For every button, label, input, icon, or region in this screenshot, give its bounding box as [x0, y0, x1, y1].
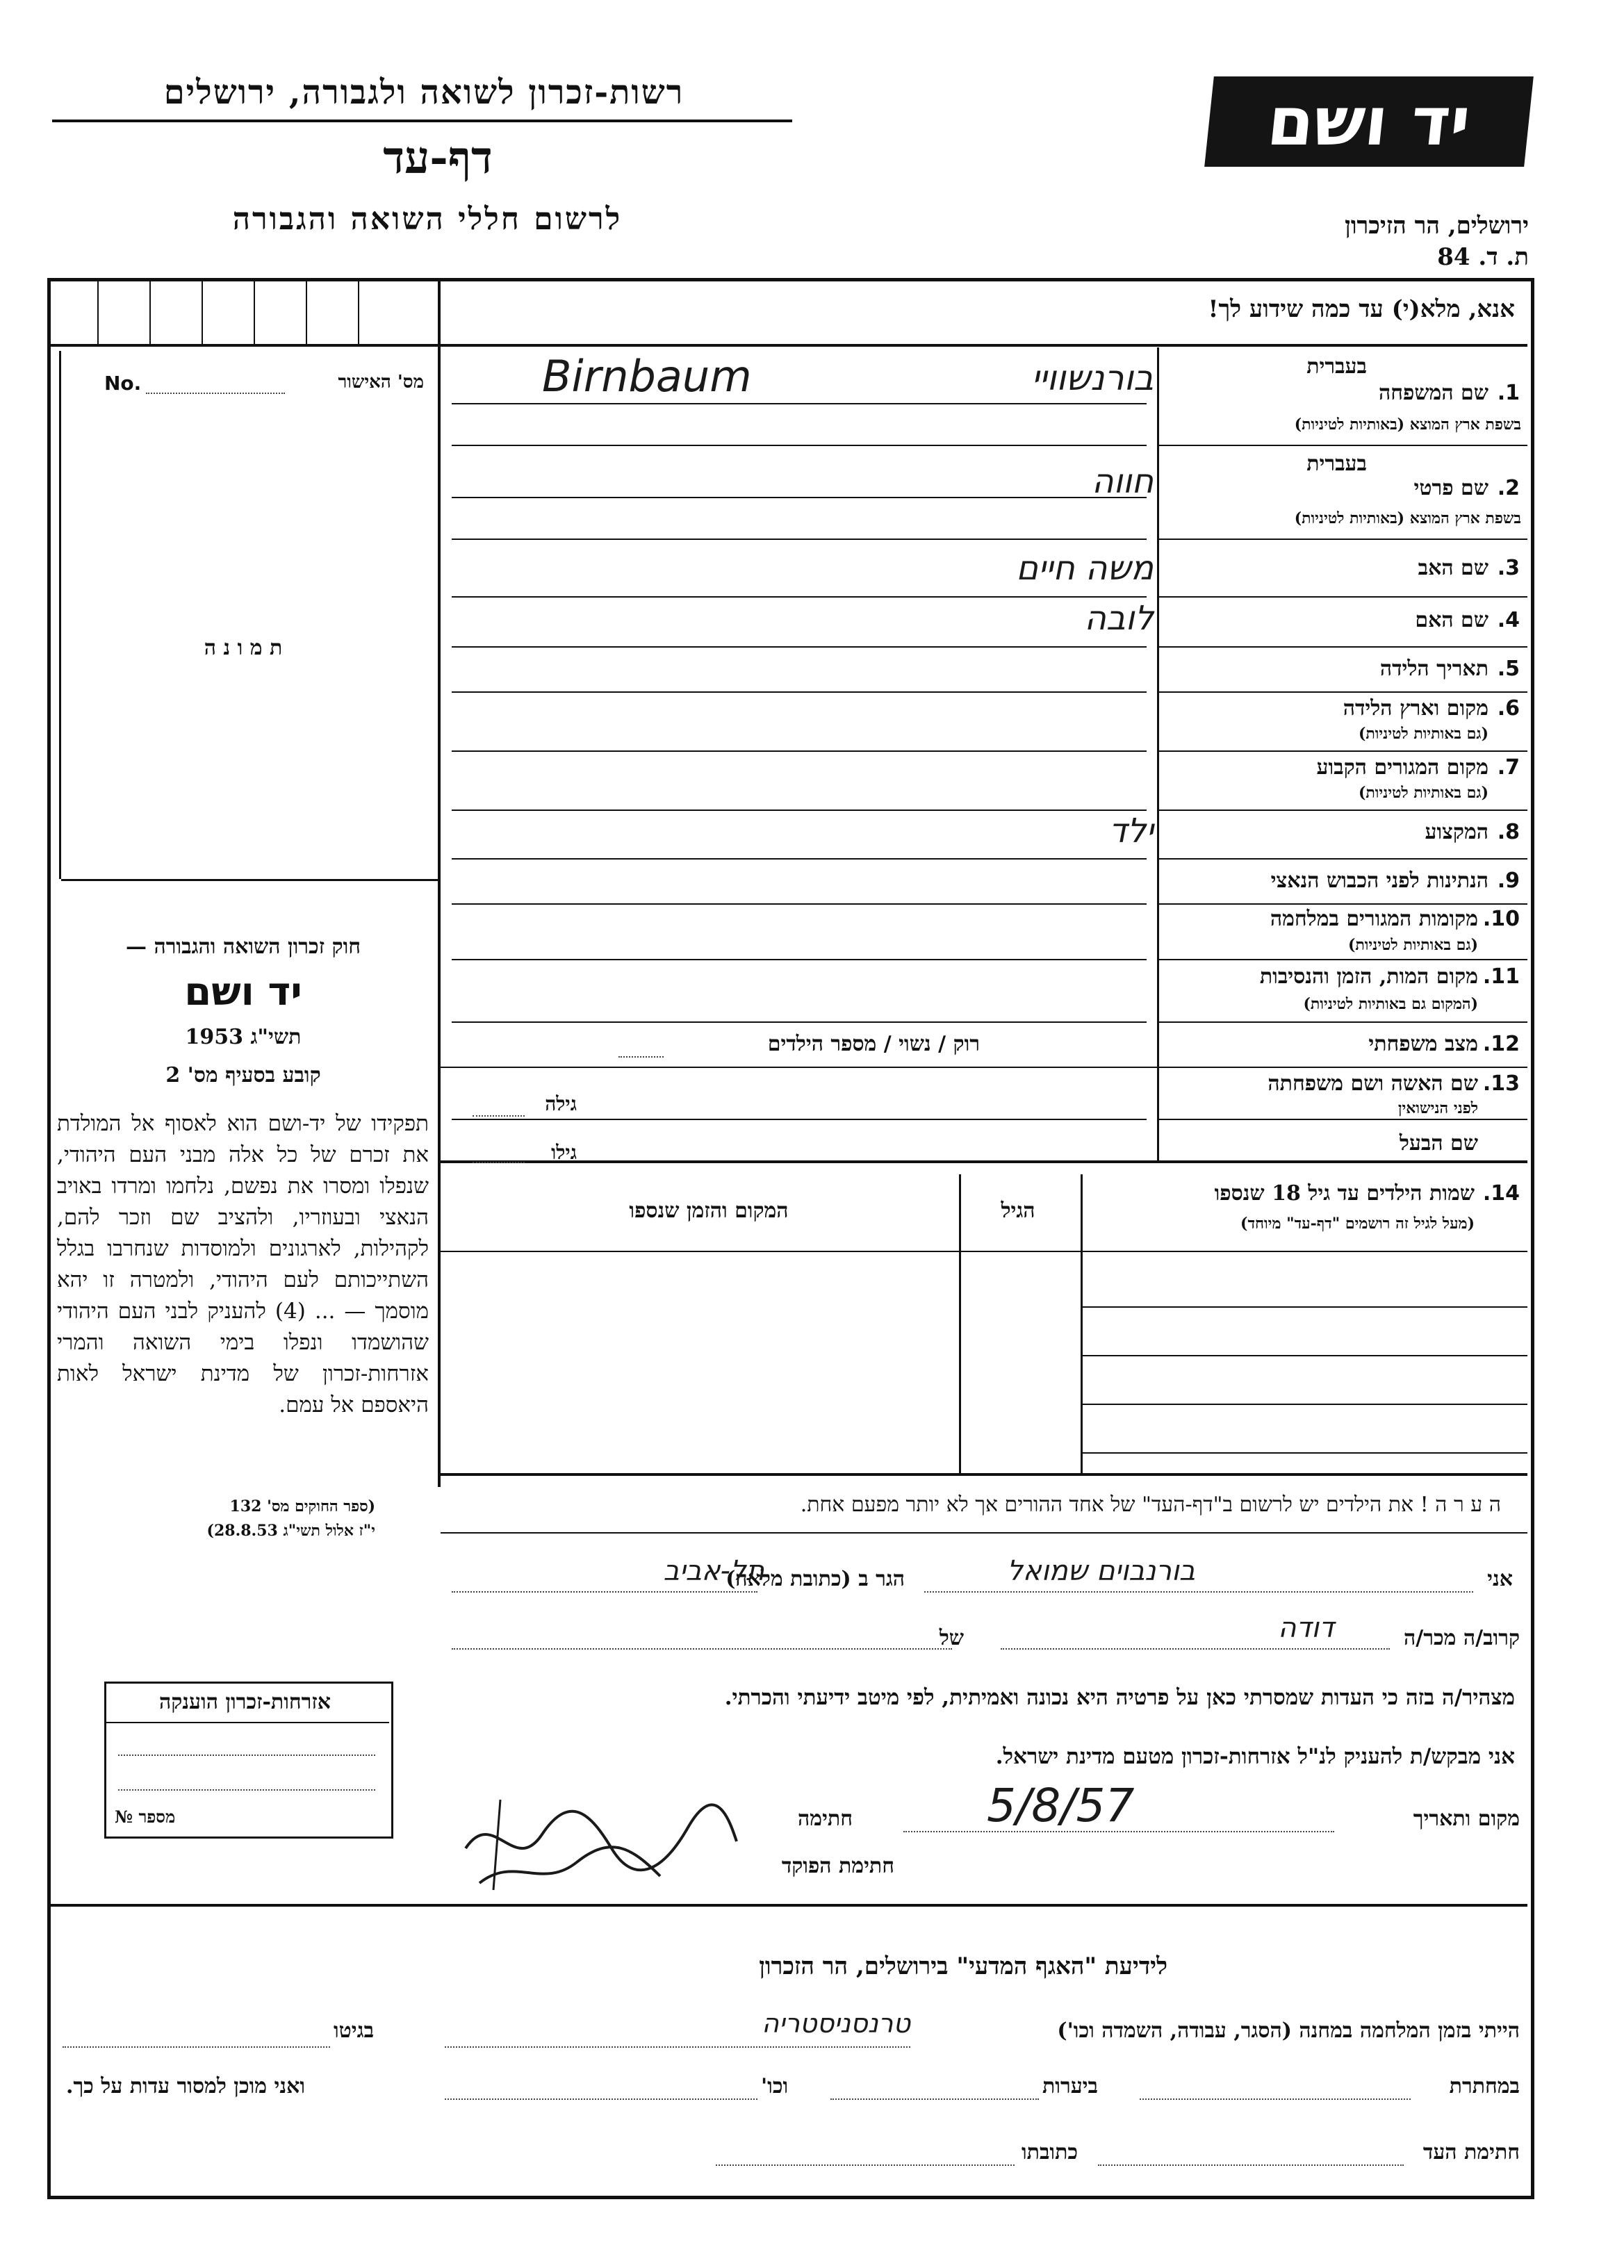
field-4-value-he[interactable]: לובה [1084, 599, 1154, 638]
field-11-note: (המקום גם באותיות לטיניות) [1303, 995, 1478, 1013]
value-line [452, 810, 1147, 811]
child-col-line [1081, 1174, 1083, 1473]
field-14-col-place: המקום והזמן שנספו [629, 1199, 789, 1223]
field-12-options: רוק / נשוי / מספר הילדים [767, 1032, 980, 1056]
footer-underground-label: במחתרת [1449, 2074, 1520, 2098]
row-line [1157, 691, 1527, 693]
logo-text: יד ושם [1263, 83, 1475, 161]
field-14-num: 14. [1482, 1181, 1520, 1206]
field-14-label: שמות הילדים עד גיל 18 שנספו [1214, 1181, 1475, 1206]
law-text: תפקידו של יד-ושם הוא לאסוף אל המולדת את זכרם של כל אלה מבני העם היהודי, שנפלו ומסרו את נפשם, נלחמו ומרדו באויב הנאצי ובעוזריו, ולהציב שם וזכר להם, לקהילות, לארגונים ולמוסדות שנחרבו בגלל השתייכותם לעם היהודי, ולמטרה זו יהא מוסמך — ... (4) להעניק לבני העם היהודי שהושמדו ונפלו בימי השואה והמרי אזרחות-זכרון של מדינת ישראל לאות היאספם אל עמם. [57, 1111, 429, 1418]
stub-line [358, 281, 359, 344]
husband-age-input[interactable] [473, 1162, 525, 1163]
field-7-label: מקום המגורים הקבוע [1316, 755, 1488, 780]
value-line [452, 858, 1147, 860]
field-1-label-top: בעברית [1306, 354, 1367, 379]
footer-camp-line [445, 2046, 910, 2048]
field-12-num: 12. [1482, 1032, 1520, 1056]
field-2-label: שם פרטי [1413, 476, 1488, 500]
footer-etc-label: וכו' [761, 2074, 789, 2098]
footer-forests-label: ביערות [1042, 2074, 1099, 2098]
note-bottom [441, 1532, 1527, 1534]
field-7-num: 7. [1497, 755, 1520, 780]
institution-underline [52, 120, 792, 122]
value-line [452, 903, 1147, 905]
value-line [441, 1067, 1163, 1068]
decl-request: אני מבקש/ת להעניק לנ"ל אזרחות-זכרון מטעם מדינת ישראל. [995, 1744, 1515, 1769]
value-line [452, 596, 1147, 598]
footer-camp-value[interactable]: טרנסניסטריה [762, 2008, 910, 2039]
reg-no-he: מס' האישור [338, 372, 424, 393]
field-2-label-top: בעברית [1306, 452, 1367, 476]
child-row-line [1083, 1306, 1527, 1308]
field-1-note: בשפת ארץ המוצא (באותיות לטיניות) [1294, 416, 1521, 434]
footer-witness-label: חתימת העד [1422, 2140, 1520, 2164]
decl-i-value[interactable]: בורנבוים שמואל [1007, 1555, 1195, 1587]
field-3-num: 3. [1497, 556, 1520, 580]
pobox: ת. ד. 84 [1437, 243, 1529, 271]
row-line [1157, 750, 1527, 752]
stub-line [149, 281, 151, 344]
form-subtitle: לרשום חללי השואה והגבורה [232, 202, 623, 237]
field-8-label: המקצוע [1425, 820, 1488, 844]
law-ref-2: י"ז אלול תשי"ג 28.8.53) [206, 1522, 375, 1540]
field-1-value-he[interactable]: בורנשוויי [1031, 358, 1154, 398]
citizenship-title-line [106, 1722, 389, 1723]
row-line [1157, 539, 1527, 540]
decl-signature-scribble[interactable] [452, 1786, 744, 1897]
footer-ghetto-field[interactable] [63, 2046, 330, 2048]
field-13-label: שם האשה ושם משפחתה [1268, 1071, 1478, 1096]
stub-line [97, 281, 99, 344]
field-13-age-label: גילה [545, 1092, 577, 1115]
value-line [452, 750, 1147, 752]
child-table-bottom [441, 1473, 1527, 1476]
child-header-line [441, 1251, 1527, 1252]
stub-line [254, 281, 255, 344]
citizenship-field-2[interactable] [118, 1789, 375, 1791]
institution-name: רשות-זכרון לשואה ולגבורה, ירושלים [163, 73, 684, 112]
field-13-age-input[interactable] [473, 1115, 525, 1117]
row-line [1157, 596, 1527, 598]
citizenship-number-label: מספר № [115, 1807, 176, 1827]
field-1-num: 1. [1497, 381, 1520, 405]
row-line [1157, 1067, 1527, 1068]
decl-place-date-value[interactable]: 5/8/57 [987, 1779, 1135, 1832]
row-line [1157, 1021, 1527, 1023]
footer-forests-field[interactable] [830, 2098, 1039, 2100]
field-4-label: שם האם [1415, 608, 1488, 632]
field-11-num: 11. [1482, 964, 1520, 989]
value-line [452, 1119, 1147, 1120]
field-2-note: בשפת ארץ המוצא (באותיות לטיניות) [1294, 509, 1521, 527]
row-line [1157, 858, 1527, 860]
signature-graphic [452, 1786, 744, 1897]
citizenship-field-1[interactable] [118, 1755, 375, 1756]
row-line [1157, 646, 1527, 648]
value-line [452, 646, 1147, 648]
footer-witness-field[interactable] [1098, 2164, 1404, 2166]
field-8-value-he[interactable]: ילד [1108, 812, 1154, 850]
footer-address-label: כתובתו [1022, 2140, 1078, 2164]
row-line [1157, 1119, 1527, 1120]
decl-officer-label: חתימת הפוקד [781, 1854, 894, 1878]
reg-no-field[interactable] [146, 393, 285, 394]
child-col-line [959, 1174, 961, 1473]
field-3-label: שם האב [1418, 556, 1488, 580]
field-4-num: 4. [1497, 608, 1520, 632]
husband-age-label: גילו [551, 1141, 577, 1164]
field-5-label: תאריך הלידה [1379, 657, 1488, 681]
field-12-label: מצב משפחתי [1368, 1032, 1478, 1056]
decl-of-label: של [939, 1626, 964, 1650]
field-10-note: (גם באותיות לטיניות) [1347, 936, 1478, 954]
field-13-note: לפני הנישואין [1397, 1099, 1478, 1117]
child-row-line [1083, 1404, 1527, 1405]
value-line [452, 1021, 1147, 1023]
row-line [1157, 810, 1527, 811]
row-line [1157, 903, 1527, 905]
field-8-num: 8. [1497, 820, 1520, 844]
request-line: אנא, מלא(י) עד כמה שידוע לך! [1208, 295, 1515, 323]
decl-resides-label: הגר ב (כתובת מלאה) [725, 1567, 905, 1591]
field-6-num: 6. [1497, 696, 1520, 721]
law-clause: קובע בסעיף מס' 2 [165, 1063, 321, 1087]
row-line-thick [441, 1160, 1527, 1163]
decl-resides-line [452, 1591, 757, 1593]
field-2-num: 2. [1497, 476, 1520, 500]
form-title: דף-עד [383, 132, 493, 184]
law-year: תשי"ג 1953 [185, 1025, 302, 1049]
footer-underground-field[interactable] [1140, 2098, 1411, 2100]
value-line [452, 445, 1147, 446]
decl-date-line [903, 1831, 1334, 1832]
address-line: ירושלים, הר הזיכרון [1345, 212, 1529, 240]
value-line [452, 959, 1147, 960]
citizenship-title: אזרחות-זכרון הוענקה [158, 1690, 331, 1714]
field-11-label: מקום המות, הזמן והנסיבות [1259, 964, 1478, 989]
decl-relative-line [1001, 1648, 1390, 1650]
yad-vashem-logo [1204, 76, 1534, 167]
stub-line [306, 281, 307, 344]
reg-no-label: No. [104, 372, 142, 395]
decl-i-label: אני [1487, 1567, 1513, 1591]
request-underline [51, 344, 1527, 347]
field-6-label: מקום וארץ הלידה [1343, 696, 1488, 721]
field-1-value-latin[interactable]: Birnbaum [542, 351, 752, 402]
photo-box [59, 351, 440, 879]
child-row-line [1083, 1452, 1527, 1454]
field-10-num: 10. [1482, 907, 1520, 931]
row-line [1157, 959, 1527, 960]
footer-line1: הייתי בזמן המלחמה במחנה (הסגר, עבודה, השמדה וכו') [1057, 2019, 1520, 2043]
law-title: חוק זכרון השואה והגבורה — [126, 935, 361, 959]
field-7-note: (גם באותיות לטיניות) [1358, 784, 1488, 802]
label-col-divider [1157, 347, 1159, 1160]
decl-i-line [924, 1591, 1473, 1593]
field-3-value-he[interactable]: משה חיים [1016, 549, 1154, 588]
field-14-col-age: הגיל [1001, 1199, 1035, 1223]
field-13-num: 13. [1482, 1071, 1520, 1096]
law-name: יד ושם [184, 969, 302, 1014]
field-5-num: 5. [1497, 657, 1520, 681]
field-6-note: (גם באותיות לטיניות) [1358, 725, 1488, 743]
value-line [452, 691, 1147, 693]
decl-relative-label: קרוב/ה מכר/ה [1404, 1626, 1520, 1650]
field-10-label: מקומות המגורים במלחמה [1270, 907, 1478, 931]
decl-statement: מצהיר/ה בזה כי העדות שמסרתי כאן על פרטיה היא נכונה ואמיתית, לפי מיטב ידיעתי והכרתי. [724, 1685, 1515, 1710]
field-12-children-count[interactable] [618, 1056, 664, 1058]
photo-bottom [61, 879, 438, 881]
footer-etc-field[interactable] [445, 2098, 757, 2100]
field-14-note: (מעל לגיל זה רושמים "דף-עד" מיוחד) [1240, 1215, 1475, 1233]
field-2-value-he[interactable]: חווה [1092, 462, 1154, 501]
value-line [452, 403, 1147, 404]
decl-signature-label: חתימה [798, 1807, 853, 1831]
footer-separator [51, 1904, 1527, 1907]
note-line: ה ע ר ה ! את הילדים יש לרשום ב"דף-העד" של אחד ההורים אך לא יותר מפעם אחת. [800, 1493, 1501, 1517]
field-1-label: שם המשפחה [1378, 381, 1488, 405]
footer-heading: לידיעת "האגף המדעי" בירושלים, הר הזכרון [759, 1953, 1167, 1980]
field-9-label: הנתינות לפני הכבוש הנאצי [1270, 869, 1488, 893]
value-line [452, 539, 1147, 540]
footer-ghetto-label: בגיטו [334, 2019, 375, 2043]
stub-line [202, 281, 203, 344]
field-9-num: 9. [1497, 869, 1520, 893]
decl-place-date-label: מקום ותאריך [1413, 1807, 1520, 1831]
footer-ready-label: ואני מוכן למסור עדות על כך. [66, 2074, 306, 2098]
decl-relative-value[interactable]: דודה [1278, 1612, 1334, 1644]
decl-resides-value[interactable]: תל-אביב [663, 1555, 764, 1587]
husband-label: שם הבעל [1399, 1131, 1478, 1156]
law-ref-1: (ספר החוקים מס' 132 [229, 1497, 375, 1515]
child-row-line [1083, 1355, 1527, 1356]
photo-label: ת מ ו נ ה [204, 636, 283, 660]
decl-of-field[interactable] [452, 1648, 952, 1650]
footer-address-field[interactable] [716, 2164, 1015, 2166]
row-line [1157, 445, 1527, 446]
